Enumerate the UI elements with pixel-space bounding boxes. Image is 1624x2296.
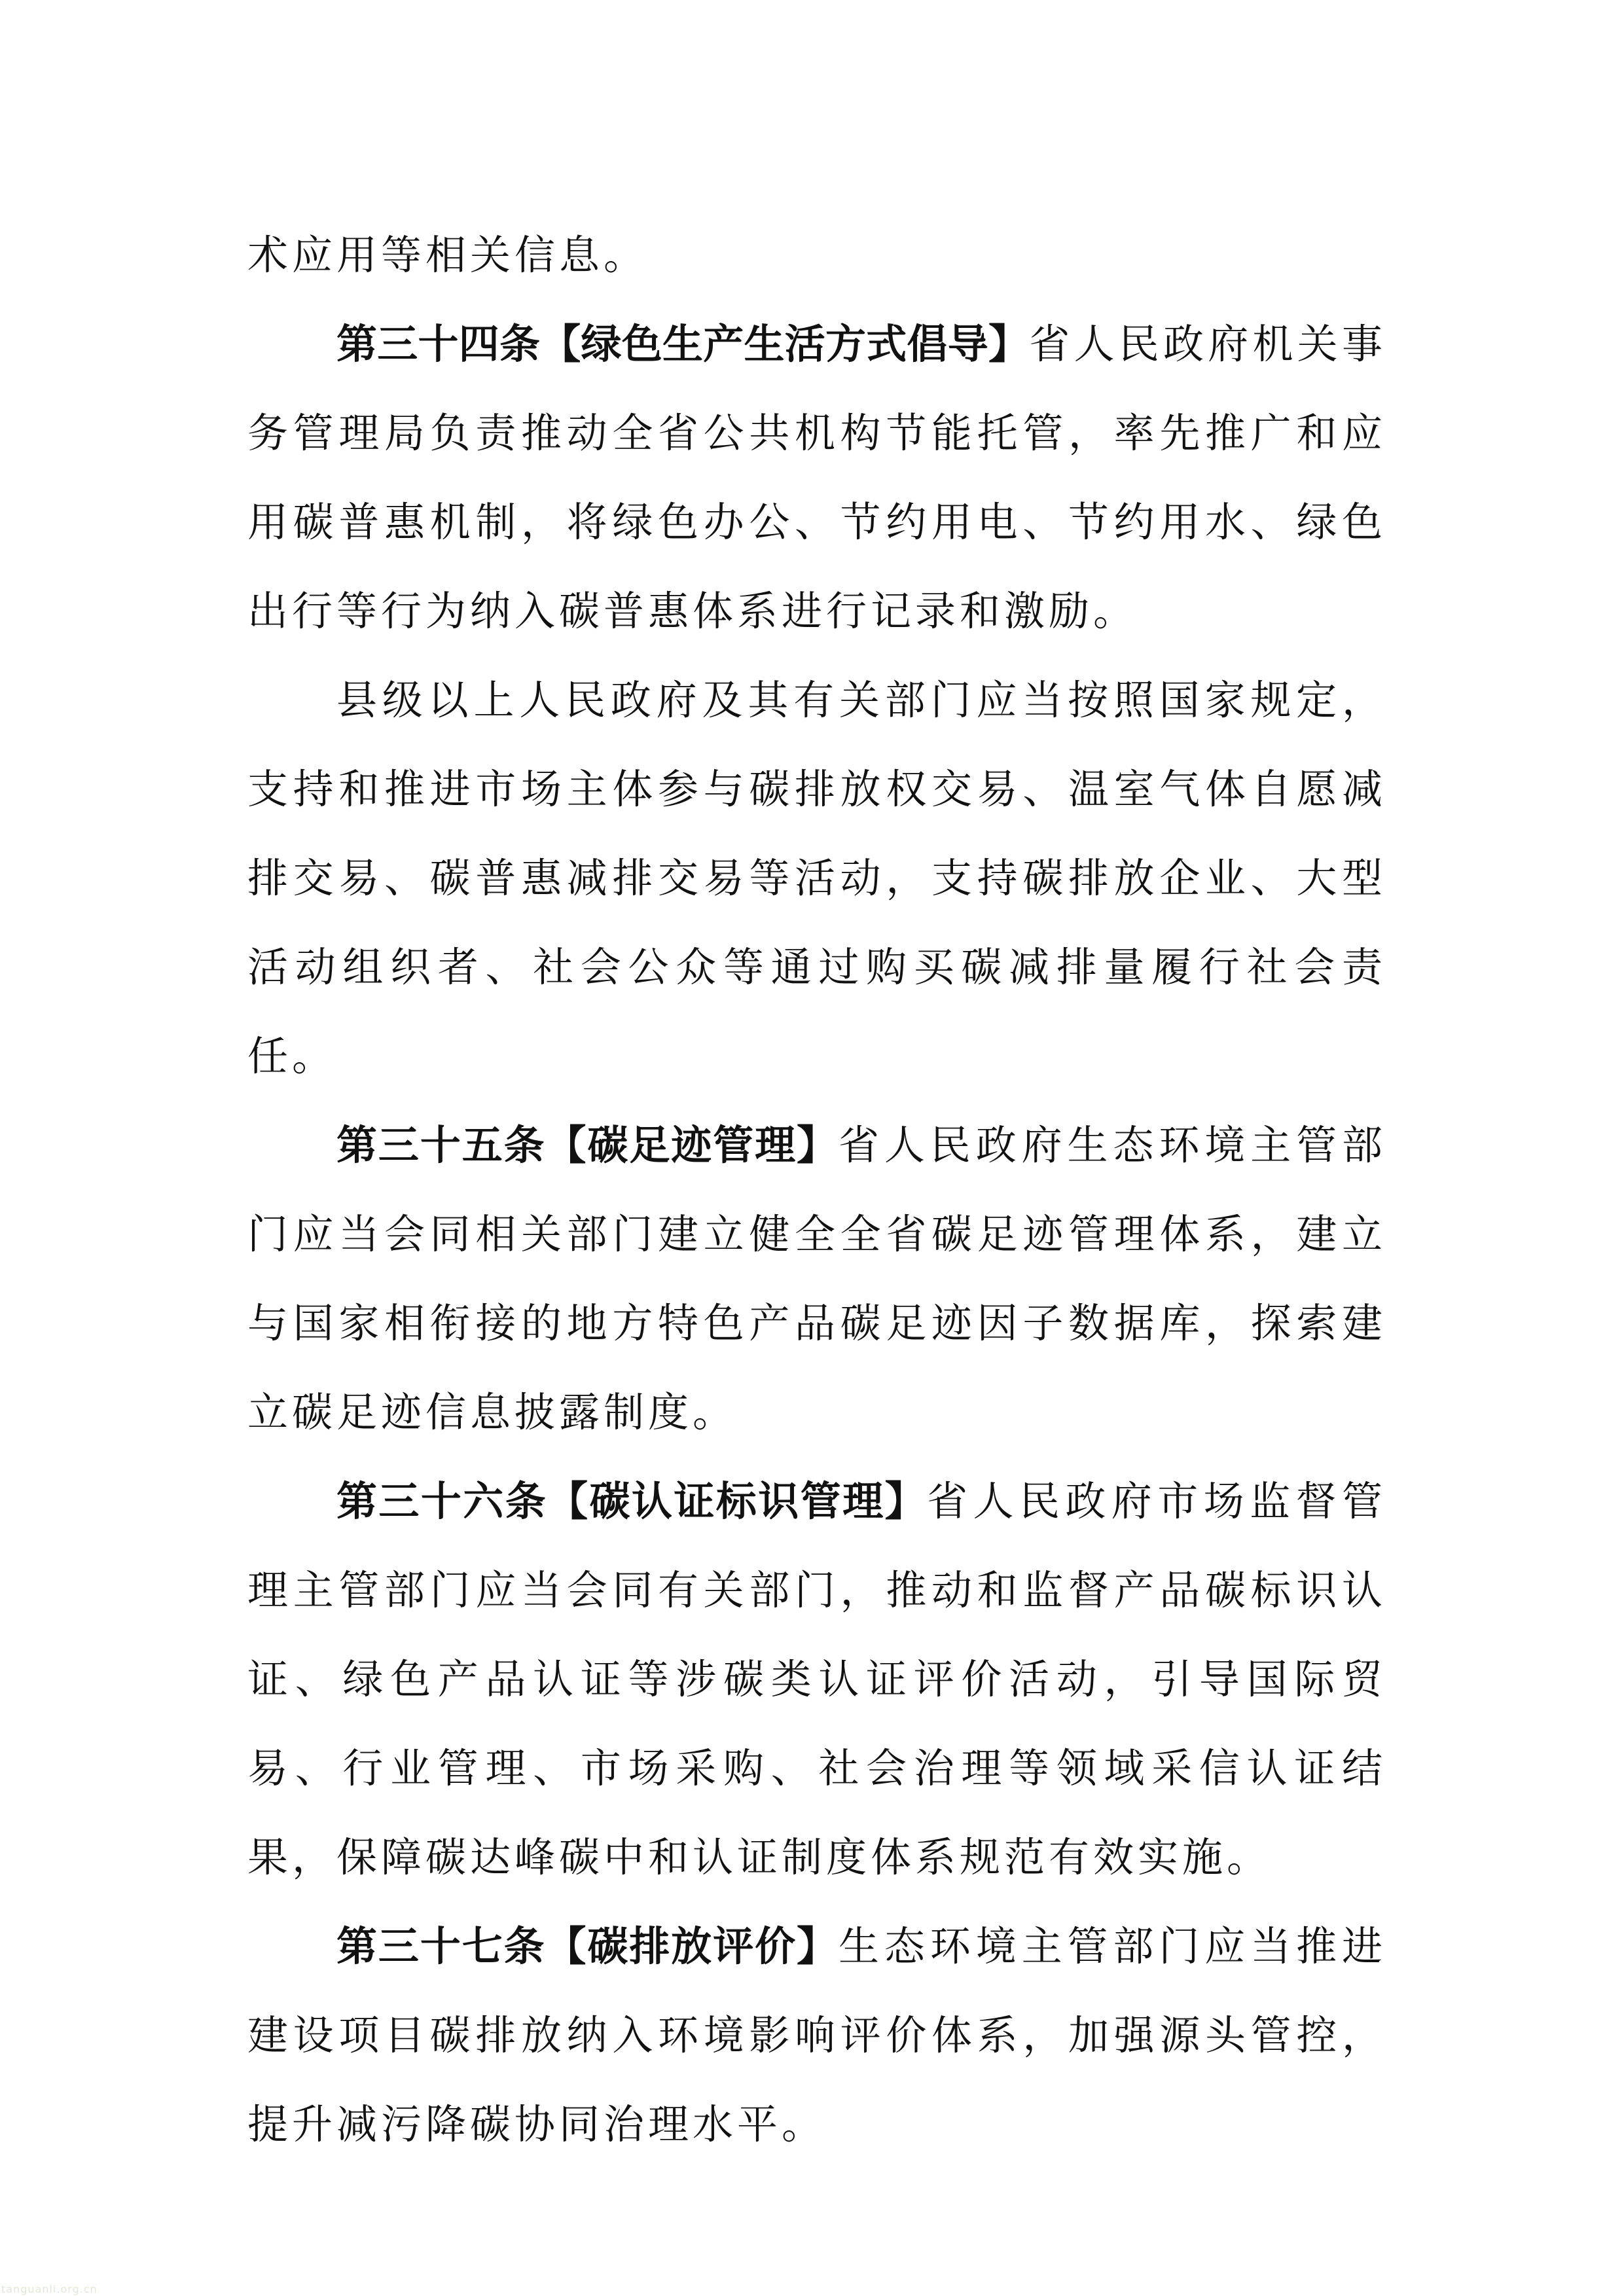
article-heading: 第三十四条【绿色生产生活方式倡导】 bbox=[336, 320, 1030, 368]
watermark-text: tanguanli.org.cn bbox=[1, 2283, 98, 2295]
paragraph-text: 省人民政府机关事务管理局负责推动全省公共机构节能托管，率先推广和应用碳普惠机制，将绿色办公、节约用电、节约用水、绿色出行等行为纳入碳普惠体系进行记录和激励。 bbox=[247, 320, 1386, 635]
article-34-paragraph-2 bbox=[247, 656, 1386, 1101]
paragraph-text: 术应用等相关信息。 bbox=[247, 231, 649, 279]
article-34 bbox=[247, 300, 1386, 656]
paragraph-text: 省人民政府生态环境主管部门应当会同相关部门建立健全全省碳足迹管理体系，建立与国家相衔接的地方特色产品碳足迹因子数据库，探索建立碳足迹信息披露制度。 bbox=[247, 1121, 1386, 1436]
article-35 bbox=[247, 1101, 1386, 1457]
paragraph-text: 省人民政府市场监督管理主管部门应当会同有关部门，推动和监督产品碳标识认证、绿色产品认证等涉碳类认证评价活动，引导国际贸易、行业管理、市场采购、社会治理等领域采信认证结果，保障碳达峰碳中和认证制度体系规范有效实施。 bbox=[247, 1477, 1386, 1881]
paragraph-text: 县级以上人民政府及其有关部门应当按照国家规定，支持和推进市场主体参与碳排放权交易、温室气体自愿减排交易、碳普惠减排交易等活动，支持碳排放企业、大型活动组织者、社会公众等通过购买碳减排量履行社会责任。 bbox=[247, 676, 1386, 1080]
paragraph-continuation bbox=[247, 211, 1386, 300]
article-heading: 第三十六条【碳认证标识管理】 bbox=[336, 1477, 928, 1525]
article-heading: 第三十五条【碳足迹管理】 bbox=[336, 1121, 839, 1169]
document-page bbox=[247, 211, 1386, 2169]
paragraph-text: 生态环境主管部门应当推进建设项目碳排放纳入环境影响评价体系，加强源头管控，提升减污降碳协同治理水平。 bbox=[247, 1922, 1386, 2148]
article-heading: 第三十七条【碳排放评价】 bbox=[336, 1922, 839, 1970]
article-37 bbox=[247, 1902, 1386, 2169]
article-36 bbox=[247, 1457, 1386, 1902]
